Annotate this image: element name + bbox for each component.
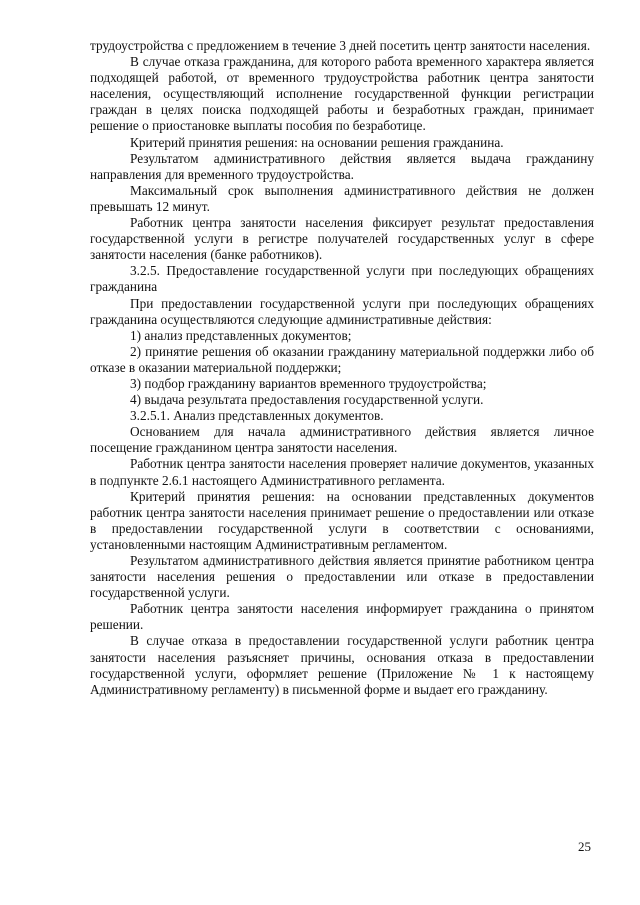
paragraph: Работник центра занятости населения проверяет наличие документов, указанных в подпункте 2.6.1 настоящего Административного регламента. <box>90 456 594 488</box>
document-body <box>90 38 594 698</box>
list-item: 1) анализ представленных документов; <box>130 327 352 343</box>
paragraph: Максимальный срок выполнения административного действия не должен превышать 12 минут. <box>90 182 594 214</box>
paragraph: Результатом административного действия является выдача гражданину направления для временного трудоустройства. <box>90 150 594 182</box>
paragraph: Работник центра занятости населения информирует гражданина о принятом решении. <box>90 601 594 633</box>
subsection-heading: 3.2.5.1. Анализ представленных документов. <box>130 408 384 424</box>
paragraph: Критерий принятия решения: на основании представленных документов работник центра занятости населения принимает решение о предоставлении или отказе в предоставлении государственной услуги в соответствии с основаниями, установленными настоящим Административным регламентом. <box>90 488 594 552</box>
paragraph: Результатом административного действия является принятие работником центра занятости населения решения о предоставлении или отказе в предоставлении государственной услуги. <box>90 553 594 601</box>
paragraph: Основанием для начала административного действия является личное посещение гражданином центра занятости населения. <box>90 424 594 456</box>
paragraph: В случае отказа в предоставлении государственной услуги работник центра занятости населения разъясняет причины, основания отказа в предоставлении государственной услуги, оформляет решение (Приложение № 1 к настоящему Административному регламенту) в письменной форме и выдает его гражданину. <box>90 633 594 697</box>
paragraph: При предоставлении государственной услуги при последующих обращениях гражданина осуществляются следующие административные действия: <box>90 295 594 327</box>
page-number: 25 <box>578 839 591 854</box>
paragraph: Критерий принятия решения: на основании решения гражданина. <box>130 134 504 150</box>
list-item: 3) подбор гражданину вариантов временного трудоустройства; <box>130 375 487 391</box>
paragraph: Работник центра занятости населения фиксирует результат предоставления государственной услуги в регистре получателей государственных услуг в сфере занятости населения (банке работников). <box>90 215 594 263</box>
paragraph: В случае отказа гражданина, для которого работа временного характера является подходящей работой, от временного трудоустройства работник центра занятости населения, осуществляющий исполнение государственной функции регистрации граждан в целях поиска подходящей работы и безработных граждан, принимает решение о приостановке выплаты пособия по безработице. <box>90 54 594 134</box>
list-item: 2) принятие решения об оказании гражданину материальной поддержки либо об отказе в оказании материальной поддержки; <box>90 343 594 375</box>
paragraph: трудоустройства с предложением в течение 3 дней посетить центр занятости населения. <box>90 38 591 53</box>
list-item: 4) выдача результата предоставления государственной услуги. <box>130 392 484 408</box>
section-heading: 3.2.5. Предоставление государственной услуги при последующих обращениях гражданина <box>90 263 594 295</box>
